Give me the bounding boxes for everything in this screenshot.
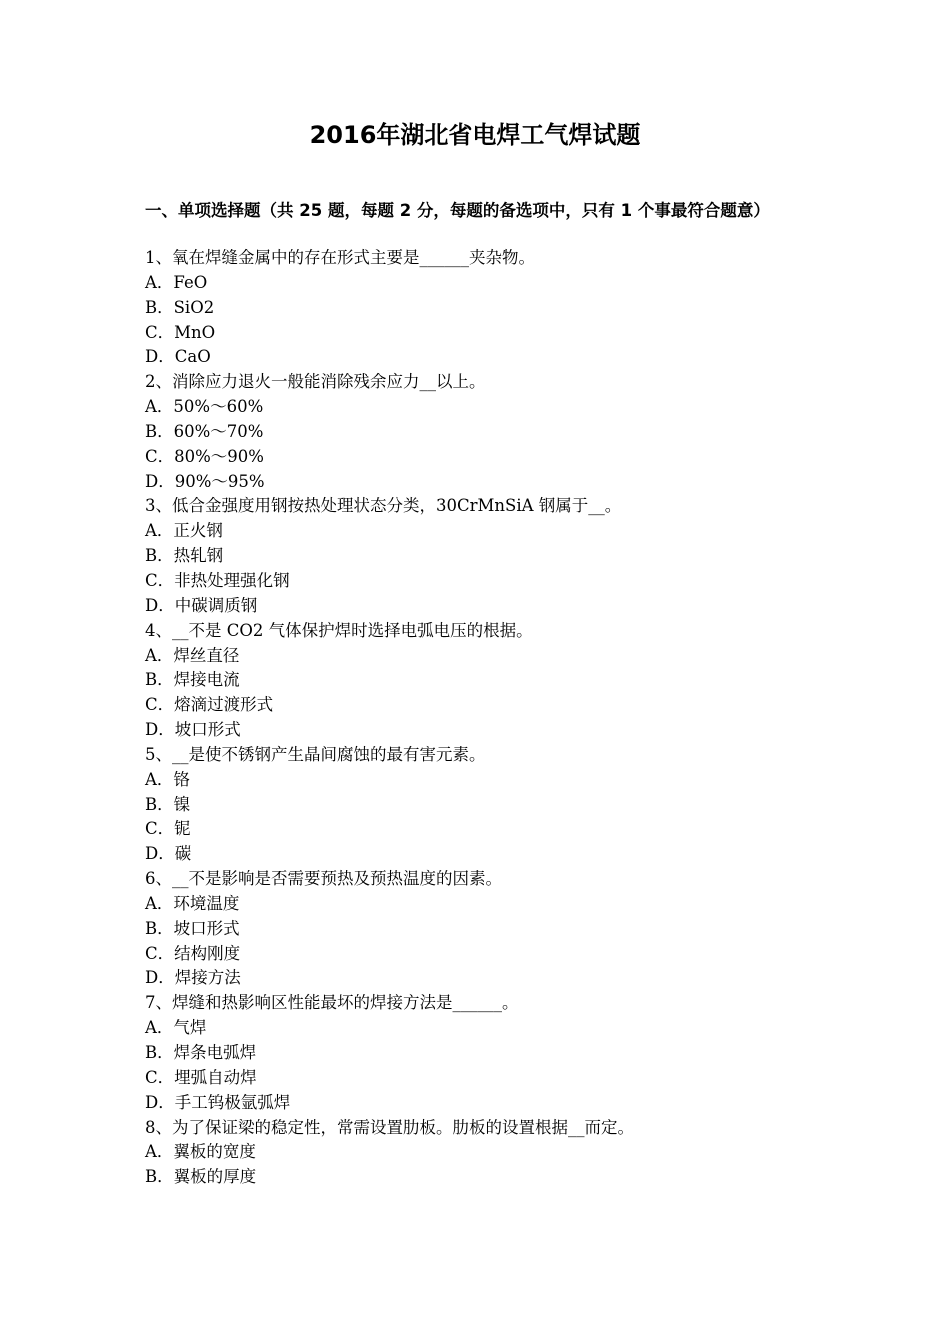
- answer-option: B．热轧钢: [145, 546, 224, 566]
- question-text: 2、消除应力退火一般能消除残余应力__以上。: [145, 372, 486, 392]
- answer-option: C．结构刚度: [145, 943, 241, 963]
- answer-option: C．埋弧自动焊: [145, 1067, 257, 1087]
- answer-option: D．碳: [145, 844, 192, 864]
- answer-option: A．FeO: [145, 272, 208, 292]
- answer-option: B．镍: [145, 794, 191, 814]
- answer-option: C．铌: [145, 819, 191, 839]
- answer-option: D．90%～95%: [145, 471, 265, 491]
- question-text: 5、__是使不锈钢产生晶间腐蚀的最有害元素。: [145, 744, 486, 764]
- answer-option: D．CaO: [145, 347, 211, 367]
- answer-option: B．焊条电弧焊: [145, 1043, 257, 1062]
- answer-option: D．坡口形式: [145, 720, 241, 740]
- answer-option: A．正火钢: [145, 521, 223, 541]
- answer-option: A．焊丝直径: [145, 645, 240, 665]
- answer-option: C．非热处理强化钢: [145, 570, 290, 590]
- answer-option: A．环境温度: [145, 893, 240, 913]
- answer-option: A．铬: [145, 769, 190, 789]
- answer-option: B．翼板的厚度: [145, 1167, 257, 1187]
- answer-option: A．50%～60%: [145, 397, 264, 417]
- answer-option: B．坡口形式: [145, 918, 240, 938]
- answer-option: C．熔滴过渡形式: [145, 695, 274, 715]
- answer-option: D．中碳调质钢: [145, 595, 258, 615]
- question-text: 4、__不是 CO2 气体保护焊时选择电弧电压的根据。: [145, 620, 533, 640]
- answer-option: B．SiO2: [145, 297, 215, 317]
- question-text: 7、焊缝和热影响区性能最坏的焊接方法是______。: [145, 993, 519, 1013]
- answer-option: B．焊接电流: [145, 670, 240, 690]
- question-text: 3、低合金强度用钢按热处理状态分类，30CrMnSiA 钢属于__。: [145, 496, 622, 516]
- answer-option: A．翼板的宽度: [145, 1142, 256, 1162]
- answer-option: D．手工钨极氩弧焊: [145, 1092, 291, 1112]
- answer-option: C．MnO: [145, 322, 216, 342]
- answer-option: B．60%～70%: [145, 421, 264, 441]
- question-text: 8、为了保证梁的稳定性，常需设置肋板。肋板的设置根据__而定。: [145, 1117, 634, 1137]
- section-heading: 一、单项选择题（共 25 题，每题 2 分，每题的备选项中，只有 1 个事最符合题意）: [145, 201, 770, 220]
- answer-option: D．焊接方法: [145, 968, 241, 988]
- answer-option: A．气焊: [145, 1018, 207, 1038]
- question-text: 1、氧在焊缝金属中的存在形式主要是______夹杂物。: [145, 248, 535, 267]
- question-list: [145, 246, 810, 1190]
- answer-option: C．80%～90%: [145, 446, 264, 466]
- document-title: 2016年湖北省电焊工气焊试题: [309, 121, 641, 149]
- question-text: 6、__不是影响是否需要预热及预热温度的因素。: [145, 869, 502, 889]
